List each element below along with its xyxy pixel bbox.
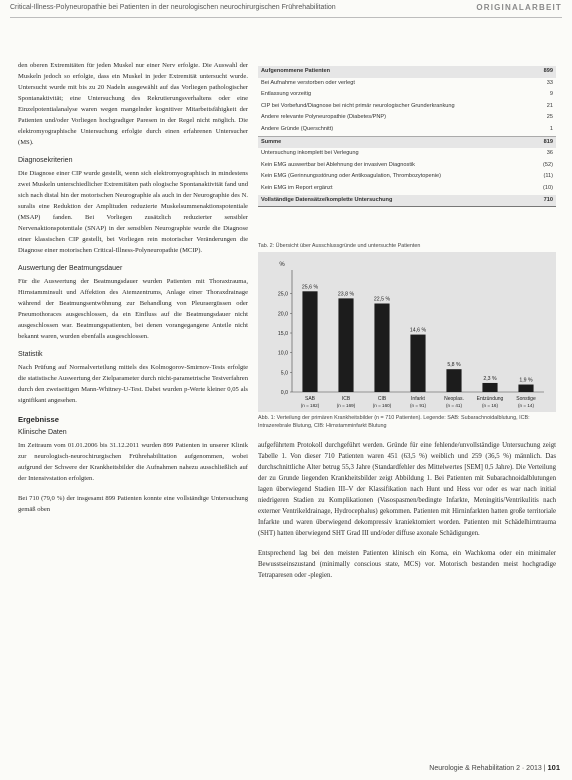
x-tick-label: ICB — [341, 396, 351, 402]
data-label: 25,6 % — [301, 284, 319, 291]
x-tick-sample-size: (n = 91) — [410, 403, 426, 408]
paragraph: Die Diagnose einer CIP wurde gestellt, wenn sich elektromyographisch in mindestens zwei Muskeln unterschiedlicher Extremitäten path ologische Spontanaktivität fand und sich nach distal hin der motorischen Neurographie als auch in der Neurographie des N. suralis eine Reduktion der Amplituden reduzierte Muskelsummenaktionspotentiale (MSAP) fanden. Bei Vorliegen zusätzlich reduzierter sensibler Nervenaktionspotentiale (SNAP) in der sensiblen Neurographie wurde die Diagnose einer klassischen CIP gestellt, bei Vorliegen rein motorischer Veränderungen die Diagnose einer motorischen Critical-Illness-Polyneuropathie (MCIP). — [18, 170, 248, 254]
table-cell-label: Kein EMG auswertbar bei Ablehnung der invasiven Diagnostik — [261, 161, 415, 168]
table-cell-value: 36 — [546, 150, 553, 157]
table-cell-value: 899 — [543, 68, 553, 74]
paragraph: Nach Prüfung auf Normalverteilung mittels des Kolmogorov-Smirnov-Tests erfolgte die statistische Auswertung der Zielparameter durch nicht-parametrische Testverfahren durch den zweiseitigen Mann-Whitney-U-Test. Dabei wurden p-Werte kleiner 0,05 als signifikant angesehen. — [18, 364, 248, 404]
paragraph: den oberen Extremitäten für jeden Muskel nur einer Nerv erfolgte. Die Auswahl der Muskeln jedoch so erfolgte, dass ein Muskel in jeder Extremität untersucht wurde. Untersucht wurde mit bis zu 20 Nadeln ausgewählt auf das Vorliegen pathologischer Spontanaktivität; eine Untersuchung des Rekrutierungsverhaltens oder eine Einzelpotentialanalyse waren wegen mangelnder kognitiver Mitarbeitsfähigkeit der Patienten und/oder Vorliegen hochgradiger Paresen in der Regel nicht möglich. Die elektromyographische Untersuchung erfolgte durch einen erfahrenen Untersucher (MS). — [18, 62, 248, 146]
table-row — [258, 124, 556, 136]
x-tick-label: Infarkt — [411, 396, 425, 402]
table-cell-label: Summe — [261, 138, 282, 145]
header-rule — [10, 17, 562, 18]
x-tick-sample-size: (n = 182) — [300, 403, 320, 408]
chart-panel — [258, 252, 556, 412]
exclusion-table — [258, 66, 556, 207]
data-label: 22,5 % — [373, 296, 391, 303]
page-header — [10, 4, 562, 16]
table-cell-value: 25 — [546, 114, 553, 121]
paragraph: aufgeführtem Protokoll durchgeführt werden. Gründe für eine fehlende/unvollständige Untersuchung zeigt Tabelle 1. Von dieser 710 Patienten waren 451 (63,5 %) weiblich und 259 (36,5 %) männlich. Das durchschnittliche Alter betrug 55,3 Jahre (Standardfehler des Mittelwertes [SEM] 0,5 Jahre). Die Verteilung der zu Grunde liegenden Krankheitsbilder zeigt Abbildung 1. Bei Patienten mit Subarachnoidalblutungen lagen überwiegend Stadien III–V der Klassifikation nach Hunt und Hess vor oder es war nach initial niedrigeren Stadien zu Komplikationen (Vasospasmen/bedingte Infarkte, Meningitis/Ventrikulitis nach externer Ventrikeldrainage, Hydrocephalus) gekommen. Patienten mit Hirninfarkten hatten große territoriale Infarkte und waren überwiegend dekompressiv kraniektomiert worden. Patienten mit Schädelhirntrauma (SHT) hatten überwiegend SHT Grad III und/oder diffuse axonale Schädigungen. — [258, 442, 556, 537]
data-label: 14,6 % — [409, 327, 427, 334]
table-cell-label: Aufgenommene Patienten — [261, 68, 330, 74]
section-label: ORIGINALARBEIT — [476, 3, 562, 12]
table-cell-value: 9 — [549, 91, 553, 98]
table-cell-value: 21 — [546, 102, 553, 109]
y-tick-label: 0,0 — [280, 390, 288, 396]
figure-caption: Abb. 1: Verteilung der primären Krankheitsbilder (n = 710 Patienten). Legende: SAB: Subarachnoidalblutung, ICB: Intrazerebrale Blutung, CIB: Hirnstamminfarkt Blutung — [258, 415, 530, 429]
y-tick-label: 10,0 — [277, 350, 288, 357]
table-cell-value: 819 — [543, 138, 553, 145]
page-number: 101 — [547, 763, 560, 772]
x-tick-sample-size: (n = 160) — [372, 403, 392, 408]
x-tick-label: Entzündung — [476, 396, 504, 402]
table-row — [258, 101, 556, 113]
table-row — [258, 160, 556, 172]
page-footer — [429, 763, 560, 772]
table-cell-label: Untersuchung inkomplett bei Verlegung — [261, 150, 359, 157]
x-tick-label: Neoplas. — [444, 396, 464, 402]
x-tick-label: CIB — [377, 396, 387, 402]
left-column — [18, 60, 248, 524]
x-tick-label: Sonstige — [516, 396, 536, 402]
subheading-beatmungsdauer: Auswertung der Beatmungsdauer — [18, 265, 123, 272]
table-row — [258, 112, 556, 124]
table-cell-label: Andere Gründe (Querschnitt) — [261, 125, 334, 132]
y-tick-label: 15,0 — [277, 331, 288, 337]
x-tick-sample-size: (n = 41) — [446, 403, 462, 408]
bar-sab — [302, 291, 317, 392]
data-label: 5,8 % — [447, 362, 461, 369]
table-row — [258, 89, 556, 101]
bar-icb — [338, 298, 353, 392]
paragraph: Entsprechend lag bei den meisten Patienten klinisch ein Koma, ein Wachkoma oder ein minimaler Bewusstseinszustand (minimally conscious state, MCS) vor. Motorisch bestanden meist hochgradige Tetraparesen oder -plegien. — [258, 550, 556, 579]
data-label: 23,8 % — [337, 291, 355, 298]
x-tick-sample-size: (n = 14) — [518, 403, 534, 408]
table-cell-value: 710 — [543, 196, 553, 203]
paragraph: Im Zeitraum vom 01.01.2006 bis 31.12.2011 wurden 899 Patienten in unserer Klinik zur neurologisch-neurochirurgischen Frührehabilitation aufgenommen, wobei aufgrund der Schwere der Krankheitsbilder die Aufnahmen nahezu ausschließlich auf der Intensivstation erfolgten. — [18, 442, 248, 482]
paragraph: Für die Auswertung der Beatmungsdauer wurden Patienten mit Thoraxtrauma, Hirnstamminsult und Affektion des Atemzentrums, Anlage einer Thoraxdrainage während der Beatmungsentwöhnung zur Behandlung von Pleuraergüssen oder Pneumothoraces ausgeschlossen, da ein Einfluss auf die Beatmungsdauer nicht ausgeschlossen war. Beatmungspatienten, bei denen vorangegangene Anteile nicht bekannt waren, wurden ebenfalls ausgeschlossen. — [18, 278, 248, 340]
table-cell-label: CIP bei Vorbefund/Diagnose bei nicht primär neurologischer Grunderkrankung — [261, 102, 455, 109]
subheading-diagnosekriterien: Diagnosekriterien — [18, 157, 73, 164]
section-heading-ergebnisse: Ergebnisse — [18, 415, 59, 424]
table-row — [258, 148, 556, 160]
x-tick-label: SAB — [304, 396, 316, 402]
y-tick-label: 20,0 — [277, 311, 288, 318]
x-tick-sample-size: (n = 169) — [336, 403, 356, 408]
table-cell-value: 33 — [546, 79, 553, 86]
table-cell-value: (10) — [543, 184, 553, 191]
bar-neoplas — [446, 369, 461, 392]
table-row — [258, 136, 556, 149]
table-cell-label: Entlassung vorzeitig — [261, 91, 312, 98]
table-cell-label: Kein EMG im Report ergänzt — [261, 184, 333, 191]
table-row — [258, 66, 556, 78]
bar-sonstige — [518, 385, 533, 392]
running-title: Critical-Illness-Polyneuropathie bei Patienten in der neurologischen neurochirurgischen Frührehabilitation — [10, 4, 336, 11]
subheading-statistik: Statistik — [18, 351, 43, 358]
table-row — [258, 195, 556, 208]
table-cell-label: Andere relevante Polyneuropathie (Diabetes/PNP) — [261, 114, 386, 121]
data-label: 1,9 % — [519, 377, 533, 384]
journal-name: Neurologie & Rehabilitation 2 · 2013 — [429, 765, 542, 772]
right-column — [258, 440, 556, 590]
y-axis-label: % — [279, 262, 285, 268]
y-tick-label: 25,0 — [277, 291, 288, 298]
paragraph: Bei 710 (79,0 %) der insgesamt 899 Patienten konnte eine vollständige Untersuchung gemäß oben — [18, 495, 248, 513]
table-row — [258, 171, 556, 183]
table-cell-value: (52) — [543, 161, 553, 168]
table-cell-value: (11) — [543, 173, 553, 180]
footer-separator: | — [543, 765, 548, 772]
table-row — [258, 78, 556, 90]
bar-infarkt — [410, 335, 425, 392]
table-caption: Tab. 2: Übersicht über Ausschlussgründe und untersuchte Patienten — [258, 243, 421, 249]
table-cell-label: Vollständige Datensätze/komplette Untersuchung — [261, 196, 393, 203]
bar-chart — [258, 252, 556, 412]
data-label: 2,3 % — [483, 375, 497, 382]
table-cell-label: Kein EMG (Gerinnungsstörung oder Antikoagulation, Thrombozytopenie) — [261, 173, 441, 180]
x-tick-sample-size: (n = 16) — [482, 403, 498, 408]
y-tick-label: 5,0 — [280, 370, 288, 377]
subheading-klinische-daten: Klinische Daten — [18, 429, 67, 436]
table-cell-label: Bei Aufnahme verstorben oder verlegt — [261, 79, 355, 86]
table-row — [258, 183, 556, 195]
bar-entzndung — [482, 383, 497, 392]
table-cell-value: 1 — [549, 125, 553, 132]
bar-cib — [374, 304, 389, 393]
